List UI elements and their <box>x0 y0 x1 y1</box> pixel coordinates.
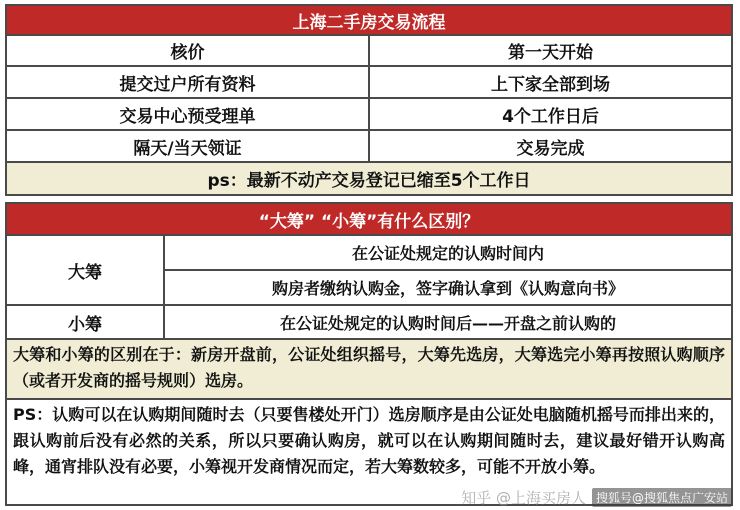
table-row <box>7 131 731 163</box>
big-chip-line: 购房者缴纳认购金，签字确认拿到《认购意向书》 <box>165 269 731 304</box>
table-title <box>7 204 731 236</box>
big-chip-line: 在公证处规定的认购时间内 <box>351 244 544 263</box>
step-label: 核价 <box>7 36 370 65</box>
watermark-text: 知乎 @上海买房人 <box>461 489 586 507</box>
step-label: 交易中心预受理单 <box>7 99 370 129</box>
transaction-process-table <box>5 4 733 196</box>
step-timing: 交易完成 <box>370 131 731 161</box>
small-chip-row <box>7 306 731 340</box>
table-title-text: 上海二手房交易流程 <box>292 12 446 33</box>
big-chip-row <box>7 236 731 306</box>
big-chip-label: 大筹 <box>7 236 165 304</box>
step-label: 隔天/当天领证 <box>7 131 370 161</box>
big-small-chips-table <box>5 202 733 506</box>
table-row <box>7 67 731 99</box>
table-row <box>7 36 731 67</box>
step-timing: 第一天开始 <box>370 36 731 65</box>
step-timing: 上下家全部到场 <box>370 67 731 97</box>
table-title-text: “大筹” “小筹”有什么区别？ <box>258 211 480 232</box>
table-title <box>7 6 731 36</box>
small-chip-line: 在公证处规定的认购时间后——开盘之前认购的 <box>279 313 616 333</box>
small-chip-description <box>165 306 731 338</box>
difference-note: 大筹和小筹的区别在于：新房开盘前，公证处组织摇号，大筹先选房，大筹选完小筹再按照认购顺序（或者开发商的摇号规则）选房。 <box>7 340 731 400</box>
watermark <box>461 487 732 508</box>
ps-note: ps：最新不动产交易登记已缩至5个工作日 <box>7 163 731 194</box>
big-chip-description <box>165 236 731 304</box>
ps-text: PS：认购可以在认购期间随时去（只要售楼处开门）选房顺序是由公证处电脑随机摇号而排出来的，跟认购前后没有必然的关系，所以只要确认购房，就可以在认购期间随时去，建议最好错开认购高峰，通宵排队没有必要，小筹视开发商情况而定，若大筹数较多，可能不开放小筹。 <box>13 405 725 476</box>
step-timing: 4个工作日后 <box>370 99 731 129</box>
watermark-badge: 搜狐号@搜狐焦点广安站 <box>592 488 732 507</box>
small-chip-label: 小筹 <box>7 306 165 338</box>
step-label: 提交过户所有资料 <box>7 67 370 97</box>
table-row <box>7 99 731 131</box>
